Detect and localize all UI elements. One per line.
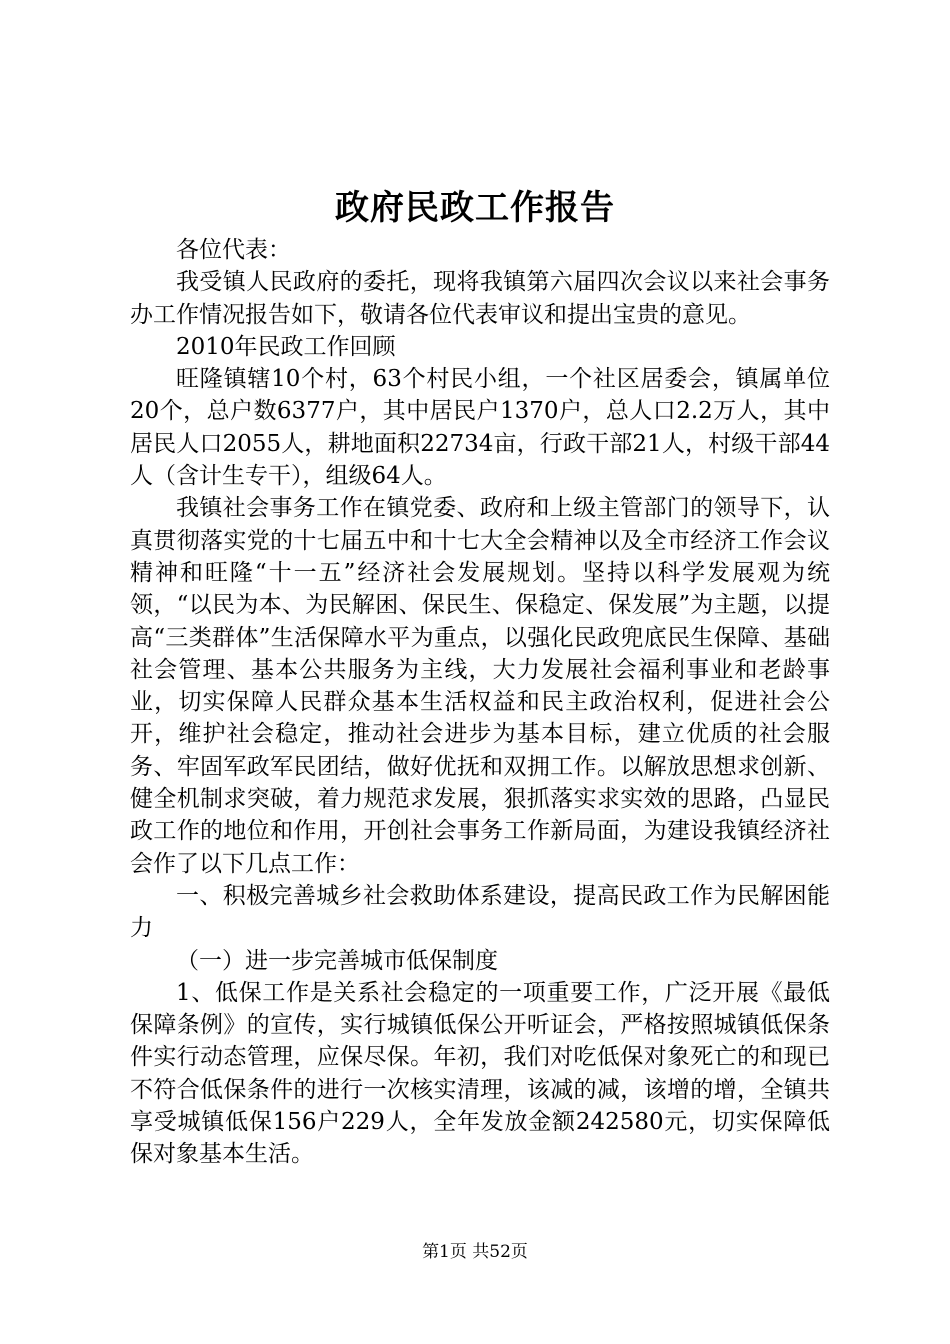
document-body (130, 234, 830, 1171)
paragraph-intro: 我受镇人民政府的委托，现将我镇第六届四次会议以来社会事务办工作情况报告如下，敬请各位代表审议和提出宝贵的意见。 (130, 269, 830, 328)
page-footer: 第1页 共52页 (422, 1242, 528, 1262)
paragraph-heading-one: 一、积极完善城乡社会救助体系建设，提高民政工作为民解困能力 (130, 882, 830, 942)
paragraph-salutation: 各位代表： (176, 237, 291, 263)
paragraph-subheading-one: （一）进一步完善城市低保制度 (176, 947, 498, 974)
paragraph-section-heading: 2010年民政工作回顾 (176, 333, 396, 360)
paragraph-item-one: 1、低保工作是关系社会稳定的一项重要工作，广泛开展《最低保障条例》的宣传，实行城镇低保公开听证会，严格按照城镇低保条件实行动态管理，应保尽保。年初，我们对吃低保对象死亡的和现已不符合低保条件的进行一次核实清理，该减的减，该增的增，全镇共享受城镇低保156户229人，全年发放金额242580元，切实保障低保对象基本生活。 (130, 979, 830, 1168)
document-title: 政府民政工作报告 (335, 188, 615, 228)
paragraph-town-overview: 旺隆镇辖10个村，63个村民小组，一个社区居委会，镇属单位20个，总户数6377户，其中居民户1370户，总人口2.2万人，其中居民人口2055人，耕地面积22734亩，行政干部21人，村级干部44人（含计生专干），组级64人。 (130, 366, 830, 490)
paragraph-work-summary: 我镇社会事务工作在镇党委、政府和上级主管部门的领导下，认真贯彻落实党的十七届五中和十七大全会精神以及全市经济工作会议精神和旺隆“十一五”经济社会发展规划。坚持以科学发展观为统领，“以民为本、为民解困、保民生、保稳定、保发展”为主题，以提高“三类群体”生活保障水平为重点，以强化民政兜底民生保障、基础社会管理、基本公共服务为主线，大力发展社会福利事业和老龄事业，切实保障人民群众基本生活权益和民主政治权利，促进社会公开，维护社会稳定，推动社会进步为基本目标，建立优质的社会服务、牢固军政军民团结，做好优抚和双拥工作。以解放思想求创新、健全机制求突破，着力规范求发展，狠抓落实求实效的思路，凸显民政工作的地位和作用，开创社会事务工作新局面，为建设我镇经济社会作了以下几点工作： (130, 495, 830, 877)
